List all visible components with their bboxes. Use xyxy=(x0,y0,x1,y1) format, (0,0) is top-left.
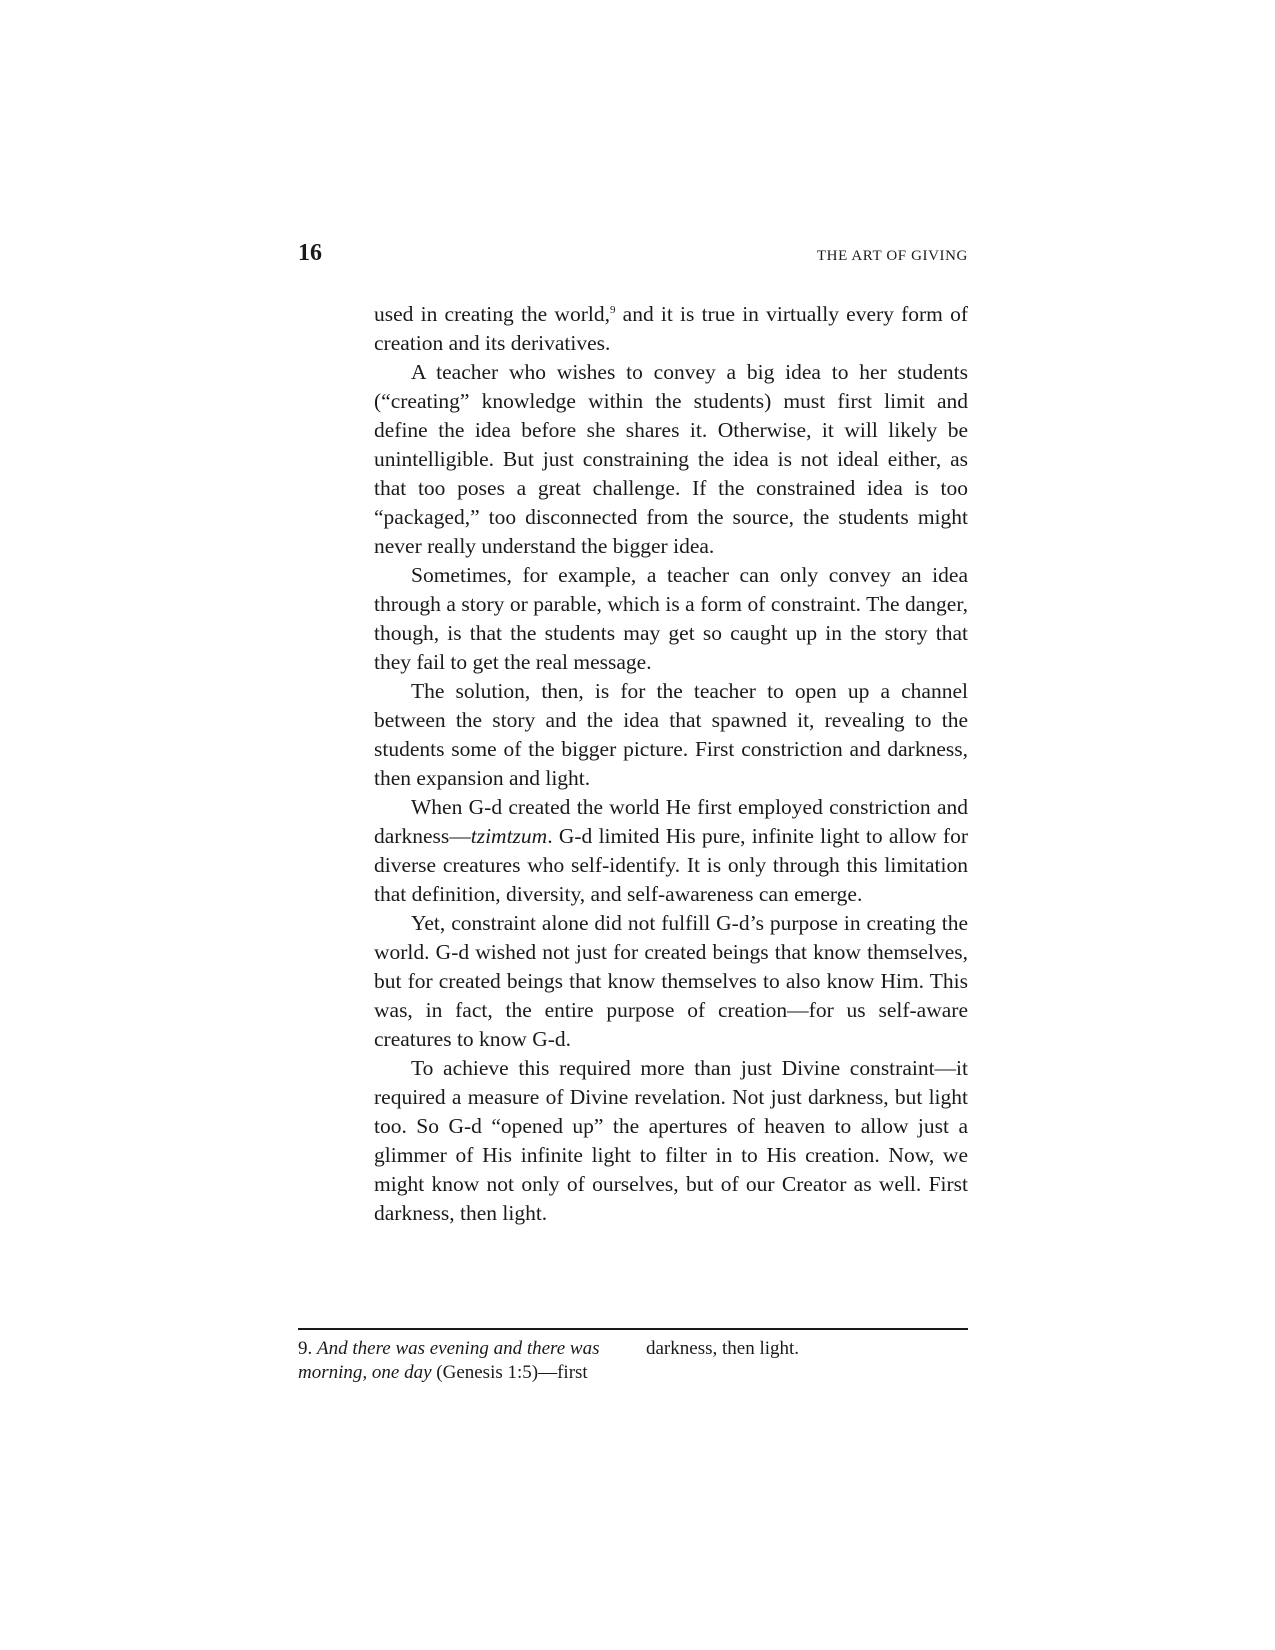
paragraph-3: Sometimes, for example, a teacher can only convey an idea through a story or parable, which is a form of constraint. The danger, though, is that the students may get so caught up in the story that they fail to get the real message. xyxy=(374,563,968,674)
running-title: THE ART OF GIVING xyxy=(816,248,968,264)
paragraph-1-text: used in creating the world, xyxy=(374,302,610,326)
paragraph-2: A teacher who wishes to convey a big idea to her students (“creating” knowledge within the students) must first limit and define the idea before she shares it. Otherwise, it will likely be unintelligible. But just constraining the idea is not ideal either, as that too poses a great challenge. If the constrained idea is too “packaged,” too disconnected from the source, the students might never really understand the bigger idea. xyxy=(374,360,968,558)
paragraph-1 xyxy=(374,300,968,358)
footnote-line-1 xyxy=(298,1337,620,1361)
footnote-column-1 xyxy=(298,1337,620,1385)
footnote-reference: 9 xyxy=(609,304,616,316)
footnote-quote-continued: morning, one day xyxy=(298,1362,432,1383)
body-text xyxy=(374,300,968,1228)
footnote-quote: And there was evening and there was xyxy=(317,1338,600,1359)
paragraph-5-text-continued: . G-d limited His pure, infinite light to allow for diverse creatures who self-identify. It is only through this limitation that definition, diversity, and self-awareness can emerge. xyxy=(374,824,968,906)
paragraph-4: The solution, then, is for the teacher to open up a channel between the story and the idea that spawned it, revealing to the students some of the bigger picture. First constriction and darkness, then expansion and light. xyxy=(374,679,968,790)
footnote-line-2 xyxy=(298,1361,620,1385)
footnote-divider xyxy=(298,1328,968,1330)
footnote-line-3: darkness, then light. xyxy=(646,1338,800,1359)
footnote-number: 9. xyxy=(298,1338,313,1359)
paragraph-7: To achieve this required more than just Divine constraint—it required a measure of Divine revelation. Not just darkness, but light too. So G-d “opened up” the apertures of heaven to allow just a glimmer of His infinite light to filter in to His creation. Now, we might know not only of ourselves, but of our Creator as well. First darkness, then light. xyxy=(374,1056,968,1225)
footnote-citation: (Genesis 1:5)—first xyxy=(431,1362,588,1383)
footnote-column-2 xyxy=(646,1337,968,1361)
paragraph-6: Yet, constraint alone did not fulfill G-d’s purpose in creating the world. G-d wished not just for created beings that know themselves, but for created beings that know themselves to also know Him. This was, in fact, the entire purpose of creation—for us self-aware creatures to know G-d. xyxy=(374,911,968,1051)
page-number: 16 xyxy=(298,240,322,266)
paragraph-5 xyxy=(374,793,968,909)
hebrew-term: tzimtzum xyxy=(470,824,548,848)
paragraph-5-text: When G-d created the world He first employed constriction and darkness— xyxy=(374,795,968,848)
paragraph-1-text-continued: and it is true in virtually every form of creation and its derivatives. xyxy=(374,302,968,355)
